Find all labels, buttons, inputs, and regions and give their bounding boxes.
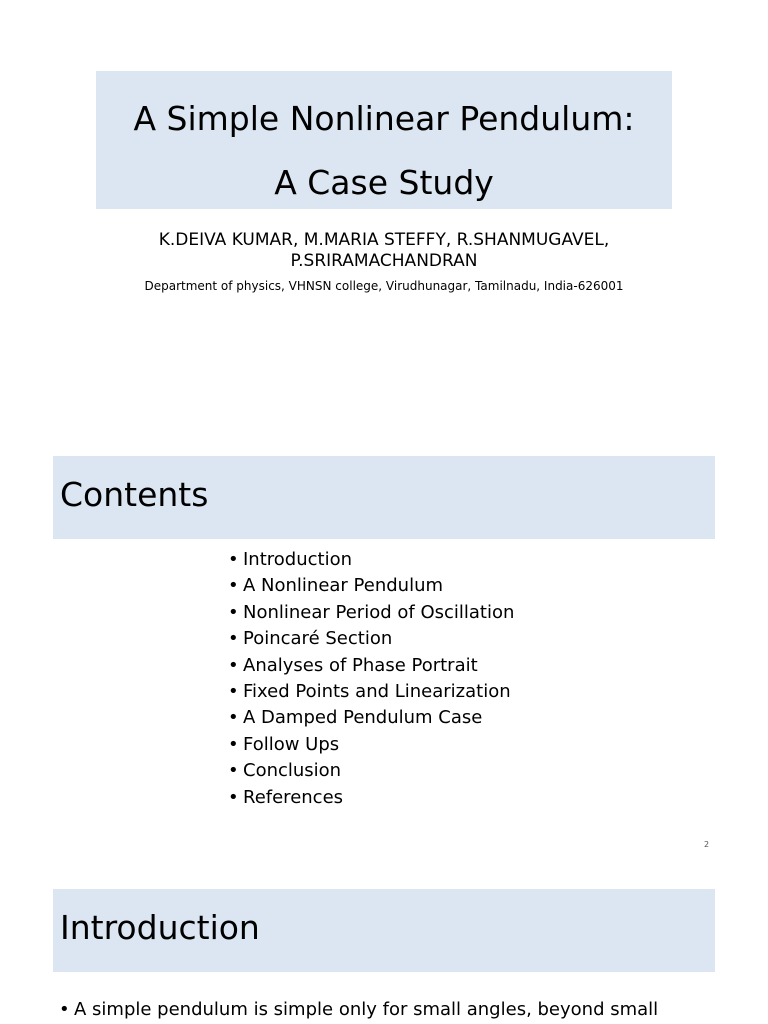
title-line-1: A Simple Nonlinear Pendulum: [133,99,635,138]
bullet: • [228,601,239,623]
affiliation: Department of physics, VHNSN college, Virudhunagar, Tamilnadu, India-626001 [144,279,624,293]
contents-item-label: Analyses of Phase Portrait [243,654,478,676]
contents-list [228,547,514,811]
contents-item [228,679,514,705]
page-number: 2 [704,840,710,849]
introduction-paragraph [59,997,759,1023]
contents-item-label: References [243,786,344,808]
authors [80,230,688,272]
contents-item-label: Poincaré Section [243,628,393,650]
contents-item [228,626,514,652]
introduction-first-line: A simple pendulum is simple only for small angles, beyond small [74,999,659,1020]
bullet: • [228,760,239,782]
bullet: • [228,654,239,676]
title-banner [96,71,672,209]
contents-item [228,573,514,599]
contents-item [228,732,514,758]
introduction-heading: Introduction [60,908,260,947]
contents-item-label: Nonlinear Period of Oscillation [243,601,515,623]
contents-item-label: A Nonlinear Pendulum [243,575,444,597]
bullet: • [228,575,239,597]
contents-item-label: Follow Ups [243,733,340,755]
authors-line-1: K.DEIVA KUMAR, M.MARIA STEFFY, R.SHANMUGAVEL, [158,230,610,250]
bullet: • [228,628,239,650]
contents-item-label: Fixed Points and Linearization [243,681,511,703]
contents-item [228,785,514,811]
introduction-header-band [53,889,715,972]
contents-item-label: Conclusion [243,760,342,782]
contents-item [228,758,514,784]
bullet: • [228,549,239,570]
contents-item [228,705,514,731]
contents-item-label: A Damped Pendulum Case [243,707,483,729]
contents-item [228,547,514,573]
contents-item-label: Introduction [243,549,353,570]
authors-line-2: P.SRIRAMACHANDRAN [290,251,478,271]
bullet: • [228,786,239,808]
contents-header-band [53,456,715,539]
title-line-2: A Case Study [274,163,494,202]
bullet: • [228,681,239,703]
contents-item [228,653,514,679]
bullet: • [228,733,239,755]
contents-heading: Contents [60,475,209,514]
bullet: • [59,999,70,1020]
bullet: • [228,707,239,729]
contents-item [228,600,514,626]
